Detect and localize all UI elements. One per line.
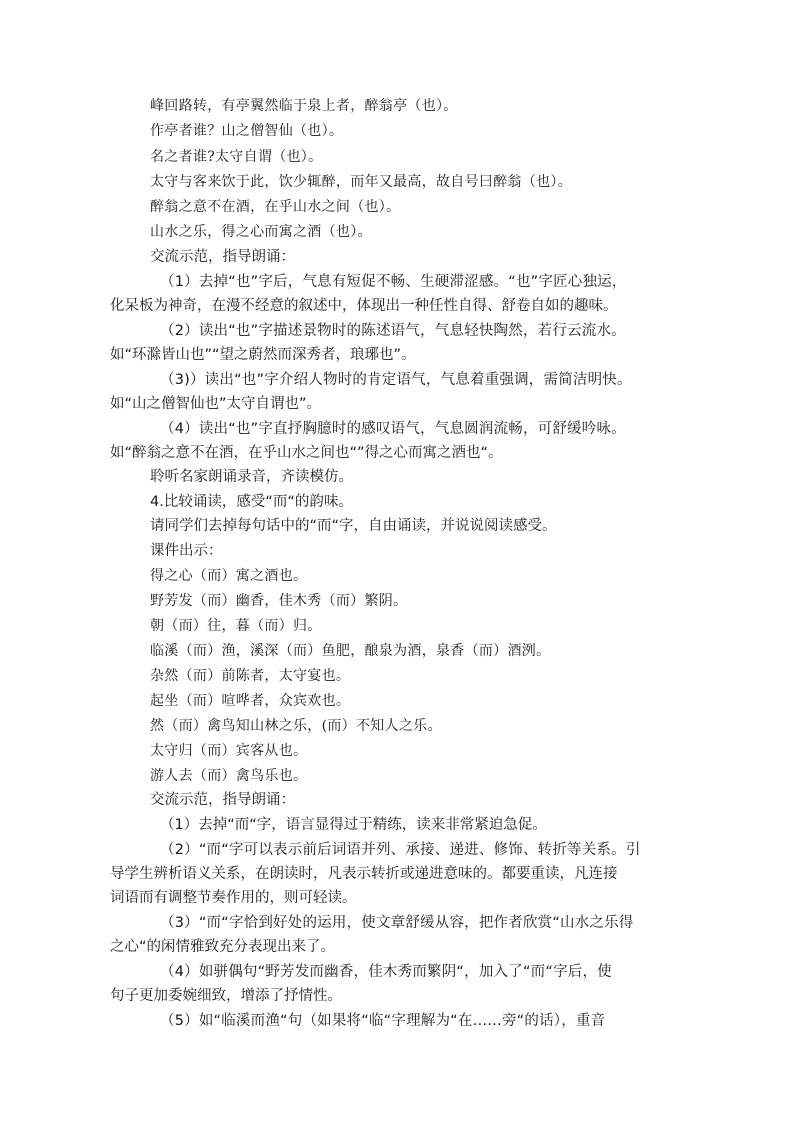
paragraph-line: 请同学们去掉每句话中的“而“字，自由诵读，并说说阅读感受。 [150, 518, 557, 534]
paragraph-line: 如“环滁皆山也”“望之蔚然而深秀者，琅琊也”。 [110, 347, 416, 363]
classical-sentence: 野芳发（而）幽香，佳木秀（而）繁阴。 [150, 593, 408, 609]
paragraph-line: 如“醉翁之意不在酒，在乎山水之间也“”得之心而寓之酒也“。 [110, 445, 503, 461]
classical-sentence: 杂然（而）前陈者，太守宴也。 [150, 668, 351, 684]
classical-sentence: 名之者谁?太守自谓（也）。 [150, 149, 323, 165]
classical-sentence: 游人去（而）禽鸟乐也。 [150, 768, 308, 784]
paragraph-line: 词语而有调整节奏作用的，则可轻读。 [110, 890, 357, 906]
paragraph-line: （3)）读出“也”字介绍人物时的肯定语气，气息着重强调，需简洁明快。 [160, 372, 632, 388]
classical-sentence: 然（而）禽鸟知山林之乐，(而）不知人之乐。 [150, 718, 442, 734]
paragraph-line: （1）去掉“也”字后，气息有短促不畅、生硬滞涩感。“也”字匠心独运， [160, 274, 627, 290]
paragraph-line: 之心“的闲情雅致充分表现出来了。 [110, 939, 336, 955]
paragraph-line: （4）读出“也”字直抒胸臆时的感叹语气，气息圆润流畅，可舒缓吟咏。 [160, 421, 626, 437]
paragraph-line: 句子更加委婉细致，增添了抒情性。 [110, 988, 342, 1004]
section-heading: 交流示范，指导朗诵： [150, 249, 295, 265]
paragraph-line: （3）“而“字恰到好处的运用，使文章舒缓从容，把作者欣赏“山水之乐得 [160, 915, 634, 931]
section-heading: 4.比较诵读，感受“而“的韵味。 [150, 494, 353, 510]
paragraph-line: （2）“而“字可以表示前后词语并列、承接、递进、修饰、转折等关系。引 [160, 842, 641, 858]
classical-sentence: 山水之乐，得之心而寓之酒（也）。 [150, 224, 372, 240]
classical-sentence: 临溪（而）渔，溪深（而）鱼肥，酿泉为酒，泉香（而）酒洌。 [150, 643, 551, 659]
paragraph-line: （2）读出“也”字描述景物时的陈述语气，气息轻快陶然，若行云流水。 [160, 323, 626, 339]
paragraph-line: 课件出示： [150, 543, 223, 559]
classical-sentence: 太守归（而）宾客从也。 [150, 743, 308, 759]
paragraph-line: （5）如“临溪而渔“句（如果将“临“字理解为“在……旁“的话），重音 [160, 1013, 606, 1029]
paragraph-line: 化呆板为神奇，在漫不经意的叙述中，体现出一种任性自得、舒卷自如的趣味。 [110, 298, 618, 314]
classical-sentence: 醉翁之意不在酒，在乎山水之间（也）。 [150, 199, 401, 215]
paragraph-line: 如“山之僧智仙也”太守自谓也”。 [110, 396, 322, 412]
classical-sentence: 得之心（而）寓之酒也。 [150, 568, 308, 584]
classical-sentence: 峰回路转，有亭翼然临于泉上者，醉翁亭（也）。 [150, 98, 458, 114]
paragraph-line: （1）去掉“而“字，语言显得过于精练，读来非常紧迫急促。 [160, 817, 547, 833]
paragraph-line: 聆听名家朗诵录音，齐读模仿。 [150, 469, 353, 485]
section-heading: 交流示范，指导朗诵： [150, 792, 295, 808]
classical-sentence: 作亭者谁？山之僧智仙（也）。 [150, 123, 344, 139]
classical-sentence: 朝（而）往，暮（而）归。 [150, 618, 322, 634]
paragraph-line: 导学生辨析语义关系，在朗读时，凡表示转折或递进意味的。都要重读，凡连接 [110, 866, 618, 882]
classical-sentence: 起坐（而）喧哗者，众宾欢也。 [150, 693, 351, 709]
classical-sentence: 太守与客来饮于此，饮少辄醉，而年又最高，故自号曰醉翁（也）。 [150, 174, 572, 190]
paragraph-line: （4）如骈偶句“野芳发而幽香，佳木秀而繁阴“，加入了“而“字后，使 [160, 964, 612, 980]
